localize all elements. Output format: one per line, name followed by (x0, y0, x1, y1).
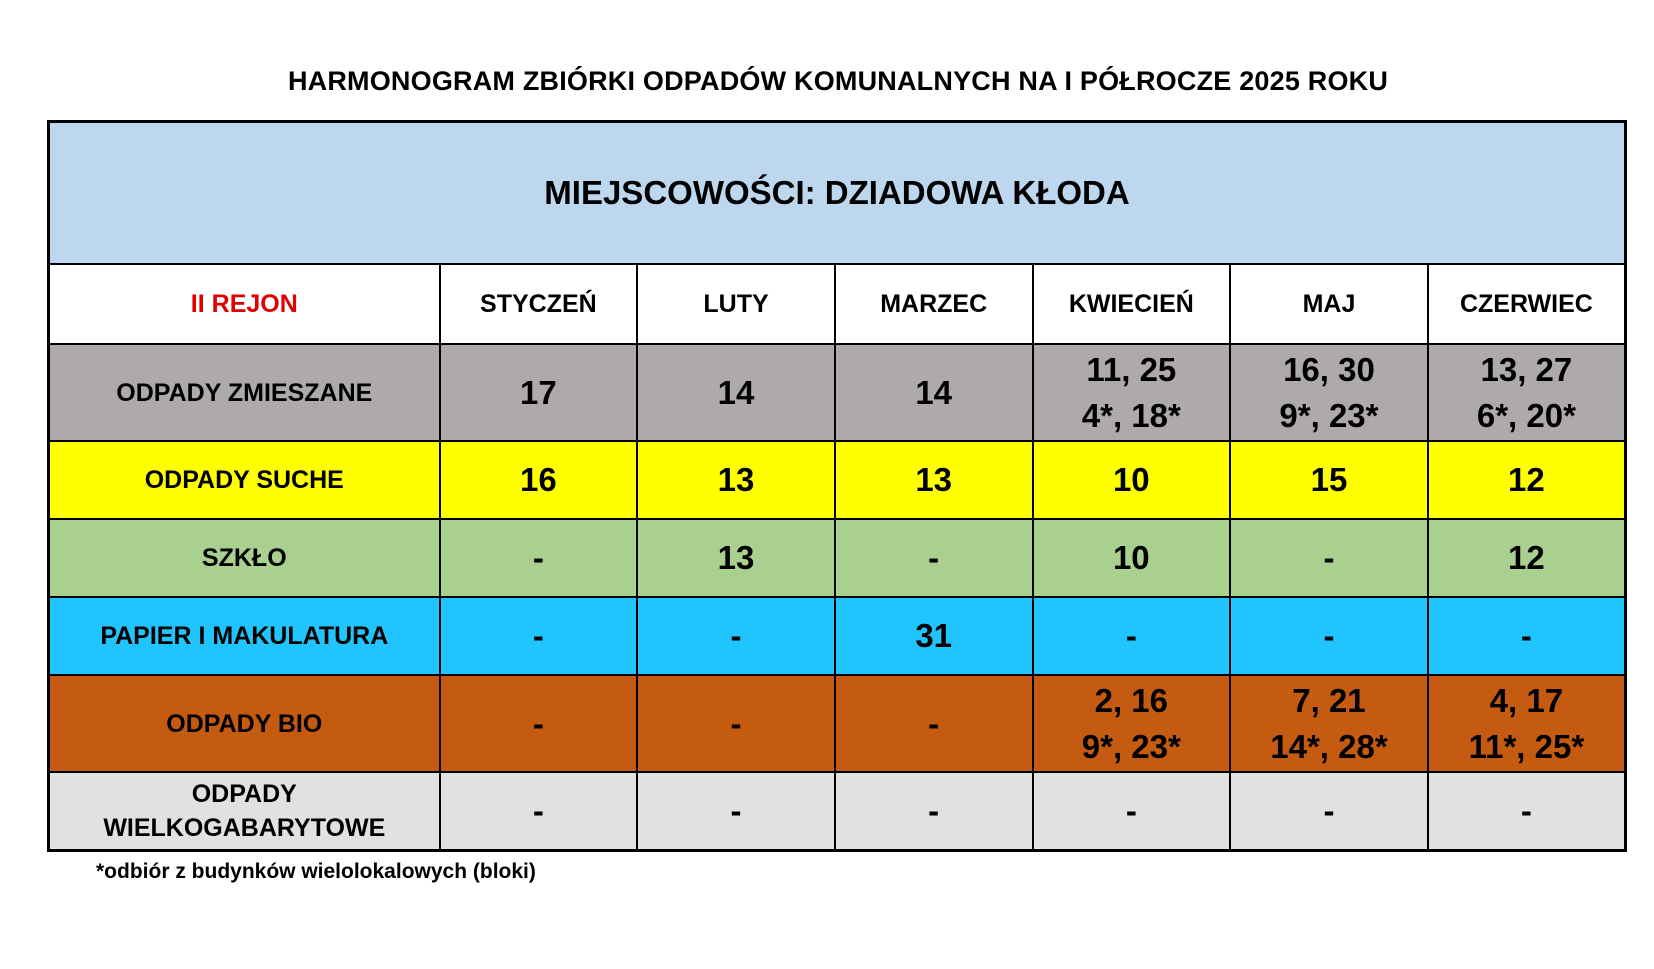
table-row-glass (49, 519, 1626, 597)
month-header: LUTY (637, 264, 835, 344)
pickup-dates-cell: 11, 25 4*, 18* (1033, 344, 1231, 441)
footnote: *odbiór z budynków wielolokalowych (bloki) (96, 860, 536, 883)
waste-type-label: ODPADY WIELKOGABARYTOWE (49, 772, 440, 851)
pickup-dates-cell: 4, 17 11*, 25* (1428, 675, 1626, 772)
pickup-dates-cell: 10 (1033, 441, 1231, 519)
pickup-dates-cell: - (1230, 597, 1428, 675)
waste-type-label: ODPADY BIO (49, 675, 440, 772)
locality-row (49, 122, 1626, 265)
pickup-dates-cell: 12 (1428, 441, 1626, 519)
pickup-dates-cell: 2, 16 9*, 23* (1033, 675, 1231, 772)
month-header-row (49, 264, 1626, 344)
pickup-dates-cell: 31 (835, 597, 1033, 675)
month-header: STYCZEŃ (440, 264, 638, 344)
document-title: HARMONOGRAM ZBIÓRKI ODPADÓW KOMUNALNYCH NA I PÓŁROCZE 2025 ROKU (287, 66, 1389, 96)
pickup-dates-cell: - (637, 597, 835, 675)
pickup-dates-cell: 17 (440, 344, 638, 441)
pickup-dates-cell: 12 (1428, 519, 1626, 597)
region-label: II REJON (49, 264, 440, 344)
pickup-dates-cell: - (1033, 772, 1231, 851)
table-row-paper (49, 597, 1626, 675)
table-row-bulky-waste (49, 772, 1626, 851)
pickup-dates-cell: - (637, 675, 835, 772)
waste-type-label: ODPADY ZMIESZANE (49, 344, 440, 441)
pickup-dates-cell: 16 (440, 441, 638, 519)
pickup-dates-cell: - (1428, 772, 1626, 851)
pickup-dates-cell: - (1428, 597, 1626, 675)
collection-schedule-table (47, 120, 1627, 852)
month-header: MAJ (1230, 264, 1428, 344)
pickup-dates-cell: 7, 21 14*, 28* (1230, 675, 1428, 772)
pickup-dates-cell: 13 (637, 519, 835, 597)
pickup-dates-cell: 16, 30 9*, 23* (1230, 344, 1428, 441)
locality-heading: MIEJSCOWOŚCI: DZIADOWA KŁODA (49, 122, 1626, 265)
pickup-dates-cell: - (637, 772, 835, 851)
pickup-dates-cell: 13 (637, 441, 835, 519)
pickup-dates-cell: - (440, 772, 638, 851)
month-header: CZERWIEC (1428, 264, 1626, 344)
pickup-dates-cell: - (1033, 597, 1231, 675)
pickup-dates-cell: 14 (637, 344, 835, 441)
table-row-mixed-waste (49, 344, 1626, 441)
month-header: MARZEC (835, 264, 1033, 344)
pickup-dates-cell: 15 (1230, 441, 1428, 519)
pickup-dates-cell: - (440, 519, 638, 597)
pickup-dates-cell: 13, 27 6*, 20* (1428, 344, 1626, 441)
month-header: KWIECIEŃ (1033, 264, 1231, 344)
pickup-dates-cell: 10 (1033, 519, 1231, 597)
waste-type-label: PAPIER I MAKULATURA (49, 597, 440, 675)
pickup-dates-cell: - (440, 597, 638, 675)
pickup-dates-cell: - (1230, 519, 1428, 597)
pickup-dates-cell: 13 (835, 441, 1033, 519)
pickup-dates-cell: 14 (835, 344, 1033, 441)
table-row-bio-waste (49, 675, 1626, 772)
pickup-dates-cell: - (835, 772, 1033, 851)
pickup-dates-cell: - (1230, 772, 1428, 851)
waste-type-label: SZKŁO (49, 519, 440, 597)
pickup-dates-cell: - (835, 519, 1033, 597)
pickup-dates-cell: - (835, 675, 1033, 772)
pickup-dates-cell: - (440, 675, 638, 772)
waste-type-label: ODPADY SUCHE (49, 441, 440, 519)
table-row-dry-waste (49, 441, 1626, 519)
